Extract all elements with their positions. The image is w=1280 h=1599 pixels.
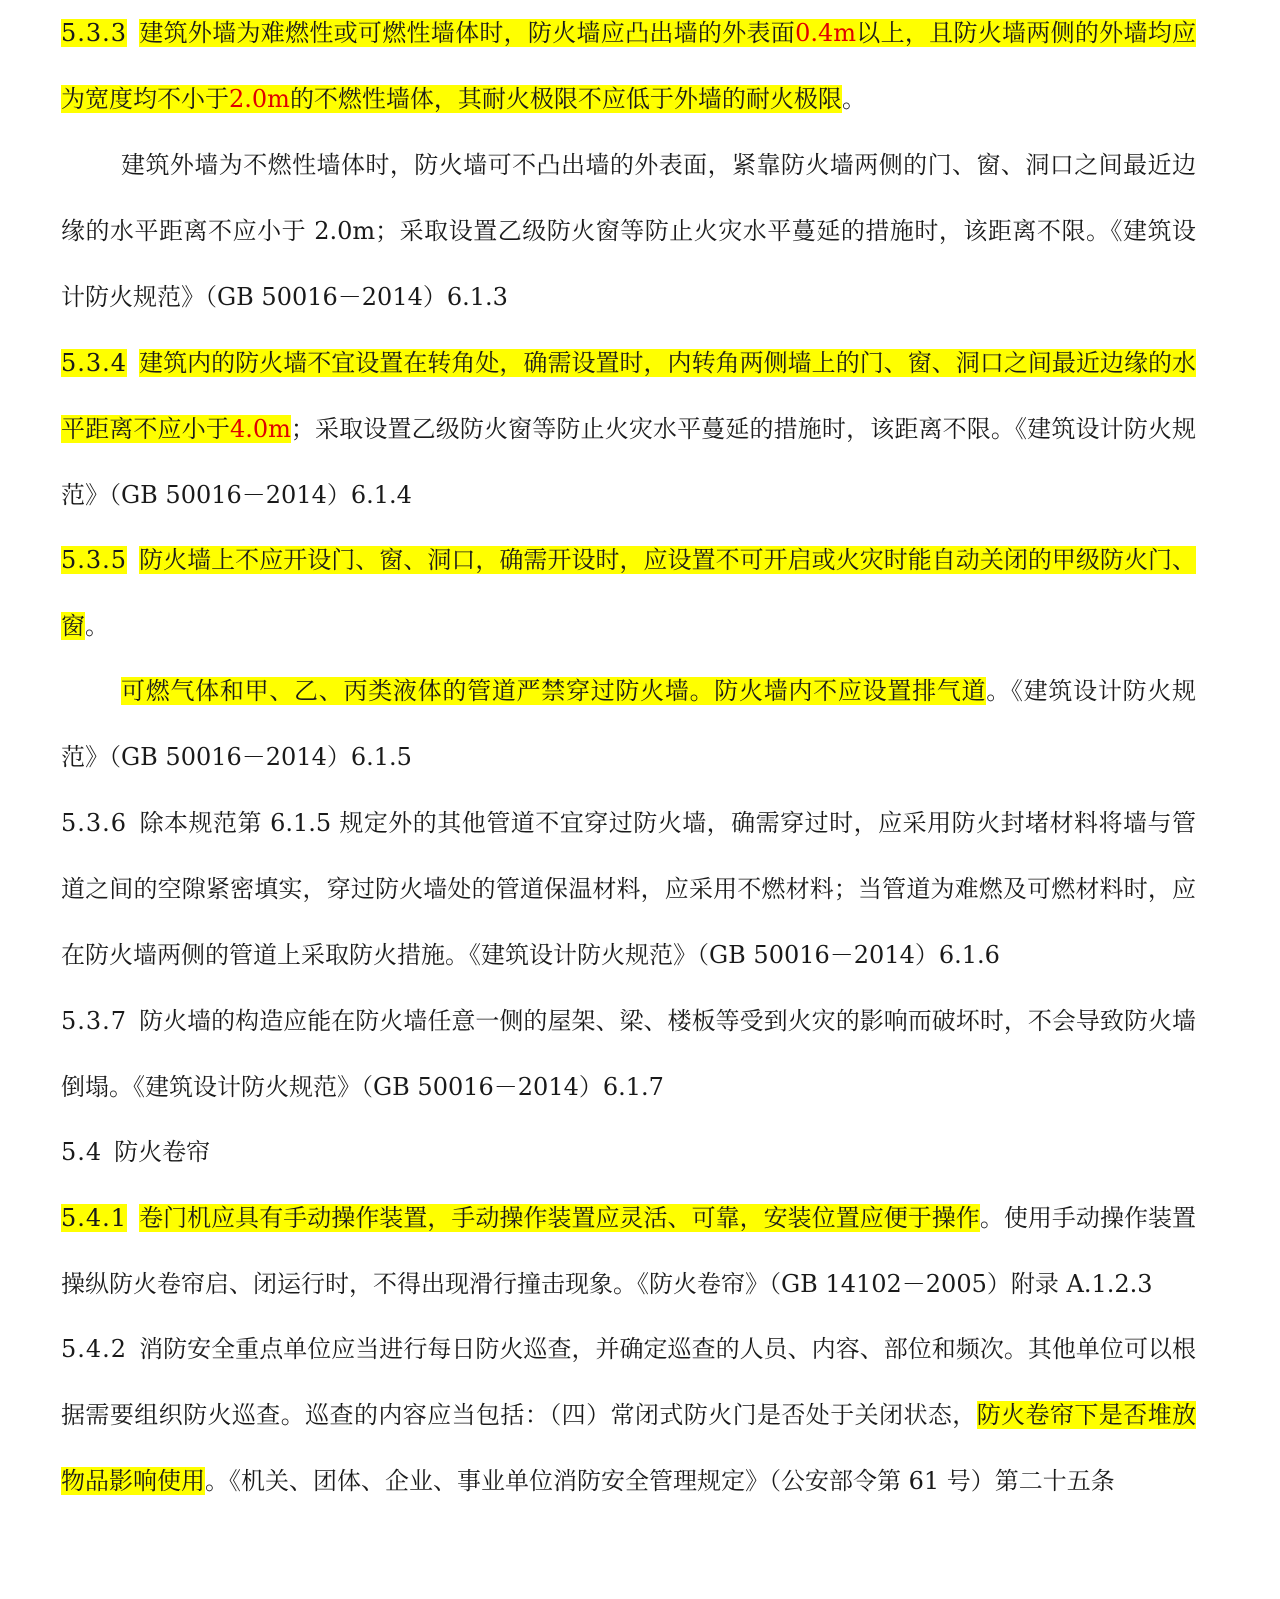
highlighted-text: 卷门机应具有手动操作装置，手动操作装置应灵活、可靠，安装位置应便于操作 [139, 1204, 980, 1232]
clause-5-3-7 [61, 988, 1196, 1120]
clause-number: 5.4.2 [61, 1335, 128, 1363]
clause-number: 5.4.1 [61, 1204, 128, 1232]
body-text: 。使用手动操作装置操纵防火卷帘启、闭运行时，不得出现滑行撞击现象。《防火卷帘》（GB 14102－2005）附录 A.1.2.3 [61, 1204, 1197, 1298]
highlighted-text: 的不燃性墙体，其耐火极限不应低于外墙的耐火极限 [289, 85, 842, 113]
body-text: 除本规范第 6.1.5 规定外的其他管道不宜穿过防火墙，确需穿过时，应采用防火封堵材料将墙与管道之间的空隙紧密填实，穿过防火墙处的管道保温材料，应采用不燃材料；当管道为难燃及可燃材料时，应在防火墙两侧的管道上采取防火措施。《建筑设计防火规范》（GB 50016－2014）6.1.6 [61, 809, 1196, 969]
highlighted-text: 防火墙上不应开设门、窗、洞口，确需开设时，应设置不可开启或火灾时能自动关闭的甲级防火门、窗 [61, 546, 1196, 640]
clause-5-3-3-note [61, 132, 1196, 330]
section-heading-5-4 [61, 1119, 210, 1185]
value-text: 0.4m [795, 19, 857, 47]
clause-5-3-4 [61, 330, 1196, 528]
body-text: ；采取设置乙级防火窗等防止火灾水平蔓延的措施时，该距离不限。《建筑设计防火规范》（GB 50016－2014）6.1.4 [61, 415, 1197, 509]
clause-5-3-5 [61, 527, 1196, 659]
value-text: 4.0m [229, 415, 291, 443]
section-title: 防火卷帘 [114, 1138, 211, 1166]
clause-5-3-6 [61, 790, 1196, 988]
highlighted-text: 可燃气体和甲、乙、丙类液体的管道严禁穿过防火墙。防火墙内不应设置排气道 [121, 677, 987, 705]
value-text: 2.0m [229, 85, 290, 113]
body-text: 建筑外墙为不燃性墙体时，防火墙可不凸出墙的外表面，紧靠防火墙两侧的门、窗、洞口之间最近边缘的水平距离不应小于 2.0m；采取设置乙级防火窗等防止火灾水平蔓延的措施时，该距离不限。《建筑设计防火规范》（GB 50016－2014）6.1.3 [61, 151, 1196, 311]
clause-5-3-5-note [61, 658, 1196, 790]
highlighted-text: 建筑内的防火墙不宜设置在转角处，确需设置时，内转角两侧墙上的门、窗、洞口之间最近边缘的水平距离不应小于 [61, 349, 1196, 443]
body-text: 。《建筑设计防火规范》（GB 50016－2014）6.1.5 [61, 677, 1197, 771]
highlighted-text: 建筑外墙为难燃性或可燃性墙体时，防火墙应凸出墙的外表面 [139, 19, 796, 47]
paragraph-end: 。 [85, 612, 109, 640]
clause-number: 5.3.5 [61, 546, 128, 574]
section-number: 5.4 [61, 1138, 103, 1166]
clause-number: 5.3.6 [61, 809, 128, 837]
paragraph-end: 。 [841, 85, 866, 113]
clause-number: 5.3.4 [61, 349, 128, 377]
clause-5-4-1 [61, 1185, 1196, 1317]
body-text: 。《机关、团体、企业、事业单位消防安全管理规定》（公安部令第 61 号）第二十五条 [205, 1467, 1115, 1495]
body-text: 防火墙的构造应能在防火墙任意一侧的屋架、梁、楼板等受到火灾的影响而破坏时，不会导致防火墙倒塌。《建筑设计防火规范》（GB 50016－2014）6.1.7 [61, 1007, 1196, 1101]
body-text: 消防安全重点单位应当进行每日防火巡查，并确定巡查的人员、内容、部位和频次。其他单位可以根据需要组织防火巡查。巡查的内容应当包括：（四）常闭式防火门是否处于关闭状态， [61, 1335, 1196, 1429]
highlighted-text: 防火卷帘下是否堆放物品影响使用 [61, 1401, 1197, 1495]
highlighted-text: 以上，且防火墙两侧的外墙均应为宽度均不小于 [61, 19, 1197, 113]
clause-number: 5.3.7 [61, 1007, 128, 1035]
clause-5-3-3 [61, 0, 1196, 132]
clause-5-4-2 [61, 1316, 1196, 1514]
clause-number: 5.3.3 [61, 19, 128, 47]
